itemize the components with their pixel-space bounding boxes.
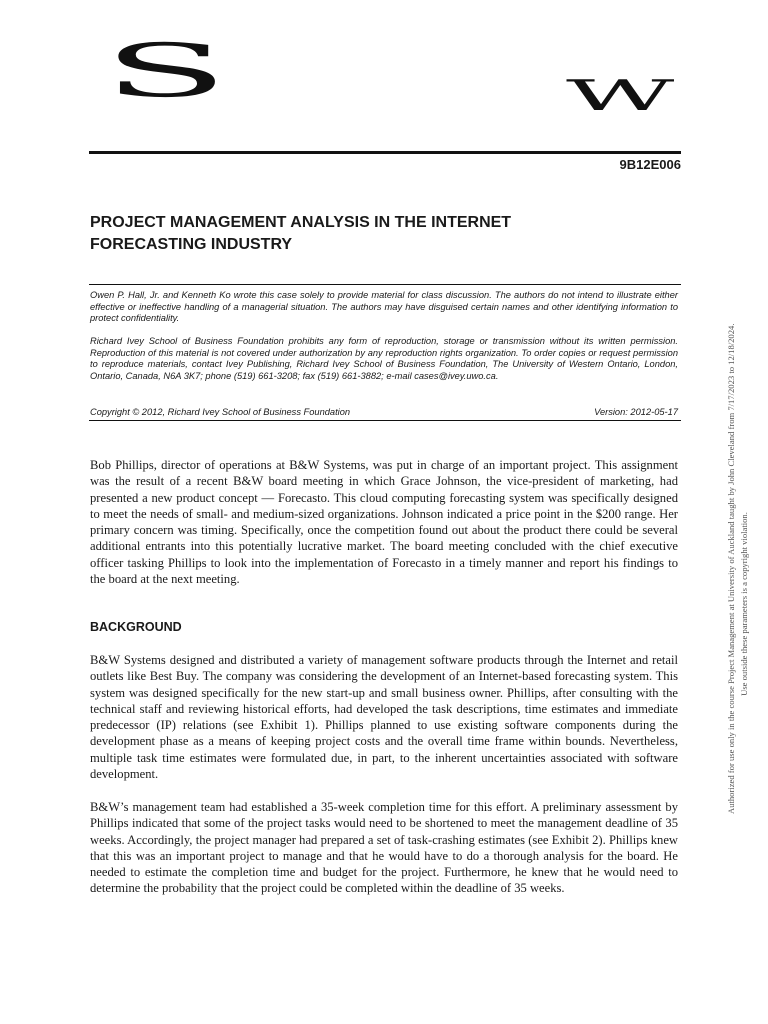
authorization-watermark (725, 214, 765, 814)
notice-bottom-rule (89, 420, 681, 421)
authors-notice: Owen P. Hall, Jr. and Kenneth Ko wrote this case solely to provide material for class discussion. The authors do not intend to illustrate either effective or ineffective handling of a managerial situation. The authors may have disguised certain names and other identifying information to protect confidentiality. (90, 290, 678, 324)
version-text: Version: 2012-05-17 (594, 407, 678, 417)
case-number: 9B12E006 (619, 157, 681, 172)
case-title-line-2: FORECASTING INDUSTRY (90, 236, 293, 253)
background-paragraph-1: B&W Systems designed and distributed a variety of management software products through the Internet and retail outlets like Best Buy. The company was considering the development of an Internet-based forecasting system. This system was designed specifically for the new start-up and small business owner. Phillips, after consulting with the technical staff and reviewing historical efforts, had developed the task descriptions, time estimates and immediate predecessor (IP) relations (see Exhibit 1). Phillips planned to use existing software components during the development phase as a means of keeping project costs and the overall time frame within bounds. Nevertheless, multiple task time estimates were formulated due, in part, to the inherent uncertainties associated with software development. (90, 653, 678, 782)
authorization-line-1: Authorized for use only in the course Project Management at University of Auckland taught by John Cleveland from 7/17/2023 to 12/18/2024. (726, 323, 736, 814)
background-paragraph-2: B&W’s management team had established a 35-week completion time for this effort. A preliminary assessment by Phillips indicated that some of the project tasks would need to be shortened to meet the management deadline of 35 weeks. Accordingly, the project manager had prepared a set of task-crashing estimates (see Exhibit 2). Phillips knew that this was an important project to manage and that he would have to do a thorough analysis for the board. He needed to estimate the completion time and budget for the project. Furthermore, he knew that he would need to determine the probability that the project could be completed within the deadline of 35 weeks. (90, 800, 678, 896)
notice-top-rule (89, 284, 681, 285)
authorization-line-2: Use outside these parameters is a copyright violation. (739, 512, 749, 696)
ivey-logo-w: W (566, 71, 675, 121)
case-title-line-1: PROJECT MANAGEMENT ANALYSIS IN THE INTERNET (90, 214, 512, 231)
rights-notice: Richard Ivey School of Business Foundation prohibits any form of reproduction, storage or transmission without its written permission. Reproduction of this material is not covered under authorization by any reproduction rights organization. To order copies or request permission to reproduce materials, contact Ivey Publishing, Richard Ivey School of Business Foundation, The University of Western Ontario, London, Ontario, Canada, N6A 3K7; phone (519) 661-3208; fax (519) 661-3882; e-mail cases@ivey.uwo.ca. (90, 336, 678, 381)
copyright-row (90, 407, 678, 418)
copyright-text: Copyright © 2012, Richard Ivey School of Business Foundation (90, 407, 351, 417)
section-heading-background: BACKGROUND (90, 620, 182, 634)
intro-paragraph: Bob Phillips, director of operations at B&W Systems, was put in charge of an important project. This assignment was the result of a recent B&W board meeting in which Grace Johnson, the vice-president of marketing, had presented a new product concept — Forecasto. This cloud computing forecasting system was specifically designed to meet the needs of small- and medium-sized organizations. Johnson indicated a price point in the $200 range. Her primary concern was timing. Specifically, once the competition found out about the product there could be several additional entrants into this potentially lucrative market. The board meeting concluded with the chief executive officer tasking Phillips to look into the implementation of Forecasto in a timely manner and report his findings to the board at the next meeting. (90, 458, 678, 587)
header-rule (89, 151, 681, 154)
case-title (90, 212, 650, 256)
ivey-logo-s: S (103, 27, 229, 114)
